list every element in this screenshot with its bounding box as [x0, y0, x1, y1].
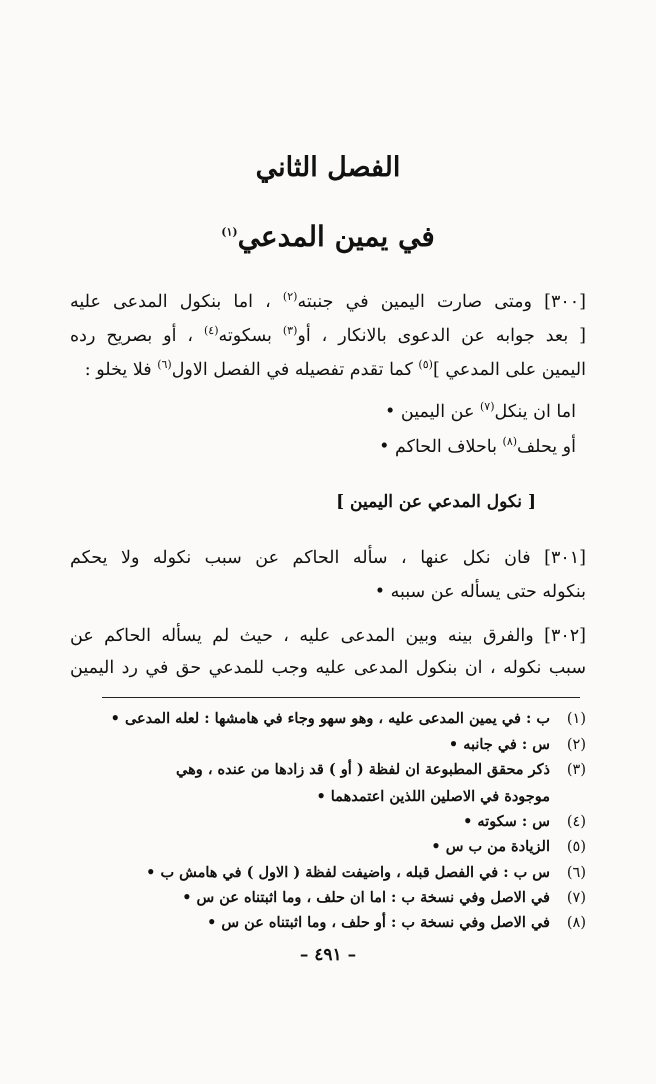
text: اما ان ينكل: [494, 402, 576, 422]
chapter-subtitle-text: في يمين المدعي: [237, 220, 435, 253]
footnote-text: في الاصل وفي نسخة ب : اما ان حلف ، وما اثبتناه عن س •: [182, 889, 550, 906]
text: [٣٠٠] ومتى صارت اليمين في جنبته: [297, 292, 586, 312]
para-302-line-2: سبب نكوله ، ان بنكول المدعى عليه وجب للمدعي حق في رد اليمين: [70, 658, 586, 678]
chapter-subtitle: [0, 220, 656, 253]
footnote-7: [70, 891, 586, 906]
footnote-4: [70, 815, 586, 830]
chapter-title: الفصل الثاني: [255, 152, 401, 183]
footnote-ref-3: (٣): [282, 324, 298, 338]
footnote-text: س : في جانبه •: [448, 736, 550, 753]
footnote-number: (١): [566, 711, 586, 727]
footnote-ref-1: (١): [221, 225, 238, 239]
footnote-ref-7: (٧): [480, 400, 495, 414]
footnote-ref-6: (٦): [157, 358, 172, 372]
section-heading: [ نكول المدعي عن اليمين ]: [336, 492, 536, 512]
footnote-ref-2: (٢): [282, 290, 298, 304]
footnote-number: (٤): [566, 814, 586, 830]
text: أو يحلف: [517, 437, 576, 457]
text: ، اما بنكول المدعى عليه: [70, 292, 283, 312]
para-300-option-1: [385, 402, 576, 422]
footnote-text: الزيادة من ب س •: [431, 838, 550, 855]
para-300-line-1: [70, 290, 586, 312]
text: عن اليمين •: [385, 402, 480, 422]
text: باحلاف الحاكم •: [379, 437, 503, 457]
text: بسكوته: [218, 326, 283, 346]
footnote-text: س ب : في الفصل قبله ، واضيفت لفظة ( الاول ) في هامش ب •: [146, 864, 550, 881]
footnote-text: س : سكوته •: [463, 813, 550, 830]
footnote-8: [70, 916, 586, 931]
para-302-line-1: [٣٠٢] والفرق بينه وبين المدعى عليه ، حيث لم يسأله الحاكم عن: [70, 626, 586, 646]
footnote-number: (٣): [566, 762, 586, 778]
footnote-text: في الاصل وفي نسخة ب : أو حلف ، وما اثبتناه عن س •: [207, 914, 550, 931]
para-300-line-3: [70, 358, 586, 380]
para-300-line-2: [70, 324, 586, 346]
footnote-6: [70, 866, 586, 881]
footnote-number: (٥): [566, 839, 586, 855]
footnote-divider: [102, 697, 580, 698]
footnote-number: (٨): [566, 915, 586, 931]
page-number: – ٤٩١ –: [299, 945, 357, 965]
footnote-number: (٢): [566, 737, 586, 753]
para-301-line-2: بنكوله حتى يسأله عن سببه •: [374, 582, 586, 602]
footnote-5: [70, 840, 586, 855]
text: [ بعد جوابه عن الدعوى بالانكار ، أو: [297, 326, 586, 346]
footnote-number: (٧): [566, 890, 586, 906]
footnote-number: (٦): [566, 865, 586, 881]
footnote-ref-4: (٤): [203, 324, 219, 338]
footnote-ref-5: (٥): [418, 358, 433, 372]
footnote-1: [70, 712, 586, 727]
footnote-2: [70, 738, 586, 753]
footnote-text: ب : في يمين المدعى عليه ، وهو سهو وجاء في هامشها : لعله المدعى •: [110, 710, 550, 727]
text: فلا يخلو :: [84, 360, 158, 380]
para-301-line-1: [٣٠١] فان نكل عنها ، سأله الحاكم عن سبب نكوله ولا يحكم: [70, 548, 586, 568]
text: ، أو بصريح رده: [70, 326, 204, 346]
footnote-text: ذكر محقق المطبوعة ان لفظة ( أو ) قد زادها من عنده ، وهي: [176, 761, 550, 778]
para-300-option-2: [379, 437, 576, 457]
text: كما تقدم تفصيله في الفصل الاول: [171, 360, 419, 380]
footnote-ref-8: (٨): [502, 435, 518, 449]
text: اليمين على المدعي ]: [432, 360, 586, 380]
footnote-3-continuation: موجودة في الاصلين اللذين اعتمدهما •: [316, 788, 550, 805]
footnote-3: [70, 763, 586, 778]
